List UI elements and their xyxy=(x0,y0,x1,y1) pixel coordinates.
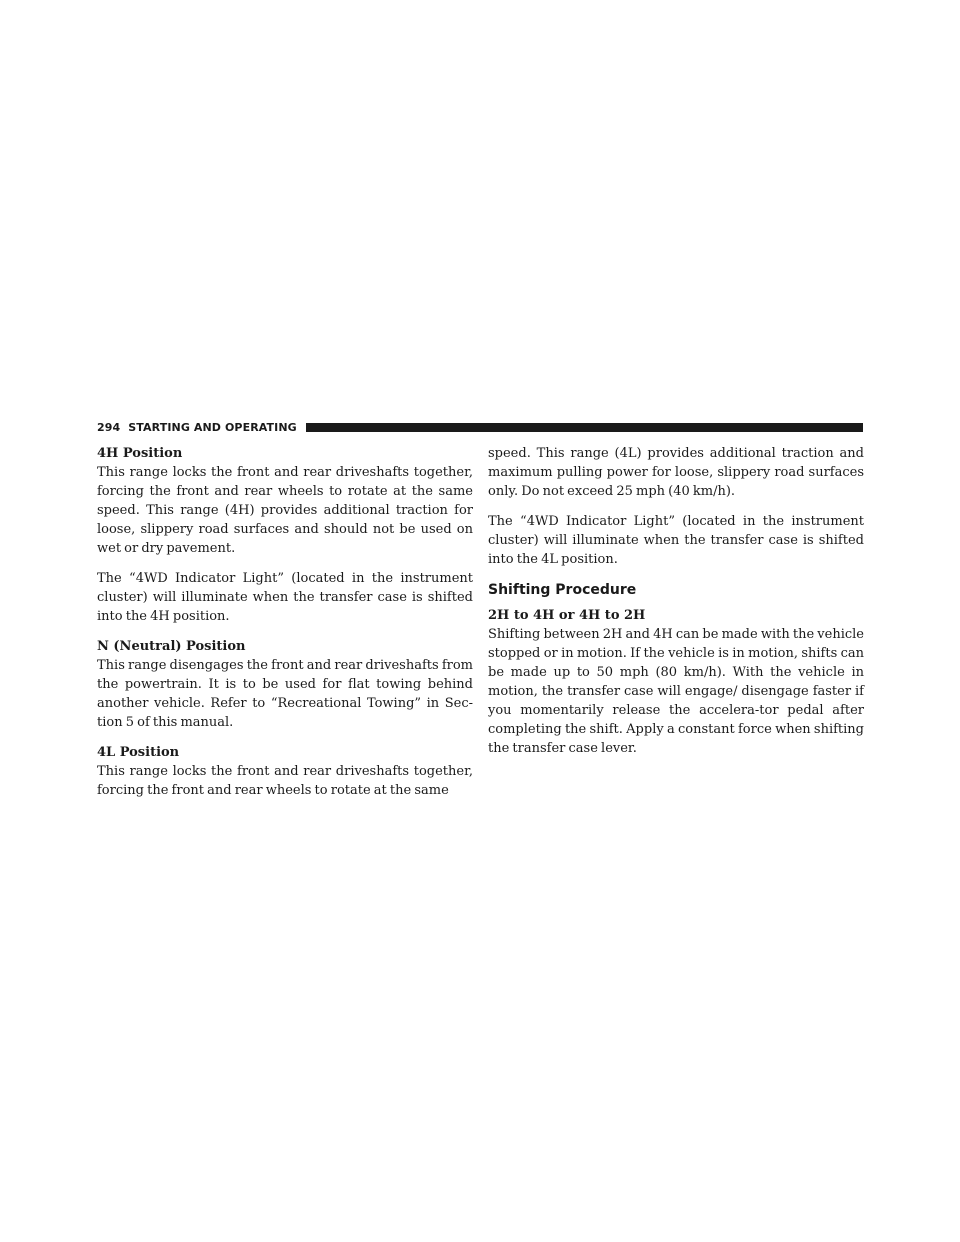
paragraph-4l-description-start: This range locks the front and rear driveshafts together, forcing the front and rear wheels to rotate at the same xyxy=(97,764,473,798)
page-header xyxy=(97,419,863,435)
paragraph-4h-description: This range locks the front and rear driveshafts together, forcing the front and rear wheels to rotate at the same speed. This range (4H) provides additional traction for loose, slippery road surfaces and should not be used on wet or dry pavement. xyxy=(97,465,473,556)
section-title: STARTING AND OPERATING xyxy=(128,420,297,434)
heading-shifting-procedure: Shifting Procedure xyxy=(488,582,637,598)
paragraph-4l-description-cont: speed. This range (4L) provides additional traction and maximum pulling power for loose, slippery road surfaces only. Do not exceed 25 mph (40 km/h). xyxy=(488,446,864,499)
paragraph-4l-indicator: The “4WD Indicator Light” (located in the instrument cluster) will illuminate when the transfer case is shifted into the 4L position. xyxy=(488,514,864,567)
heading-4l-position: 4L Position xyxy=(97,745,180,760)
page-number: 294 xyxy=(97,420,121,434)
paragraph-4h-indicator: The “4WD Indicator Light” (located in the instrument cluster) will illuminate when the transfer case is shifted into the 4H position. xyxy=(97,571,473,624)
heading-neutral-position: N (Neutral) Position xyxy=(97,639,246,654)
paragraph-neutral-description: This range disengages the front and rear driveshafts from the powertrain. It is to be used for flat towing behind another vehicle. Refer to “Recreational Towing” in Sec-tion 5 of this manual. xyxy=(97,658,473,730)
header-rule xyxy=(306,423,863,432)
left-column xyxy=(97,444,473,800)
paragraph-shifting-description: Shifting between 2H and 4H can be made with the vehicle stopped or in motion. If the vehicle is in motion, shifts can be made up to 50 mph (80 km/h). With the vehicle in motion, the transfer case will engage/ disengage faster if you momentarily release the accelera-tor pedal after completing the shift. Apply a constant force when shifting the transfer case lever. xyxy=(488,627,864,756)
right-column xyxy=(488,444,864,758)
heading-2h-4h: 2H to 4H or 4H to 2H xyxy=(488,608,646,623)
heading-4h-position: 4H Position xyxy=(97,446,183,461)
